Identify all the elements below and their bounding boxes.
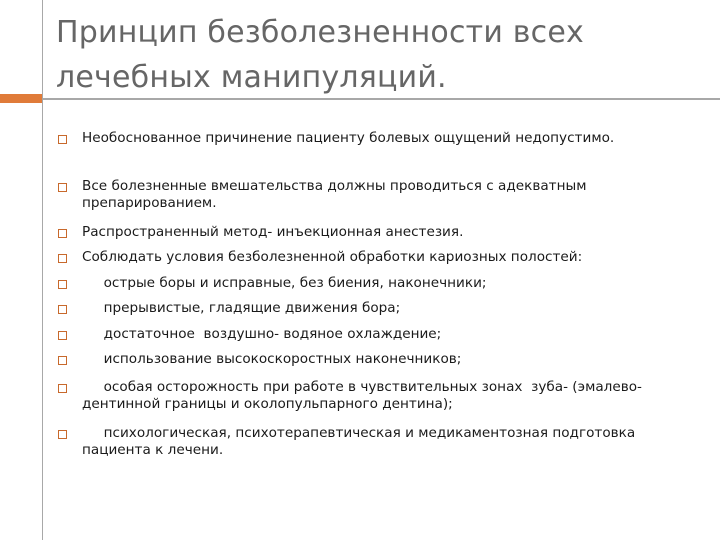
- bullet-text: острые боры и исправные, без биения, наконечники;: [82, 275, 487, 291]
- bullet-text: психологическая, психотерапевтическая и медикаментозная подготовка пациента к лечени.: [82, 425, 640, 458]
- bullet-text: Соблюдать условия безболезненной обработки кариозных полостей:: [82, 249, 583, 265]
- square-bullet-icon: [58, 135, 67, 144]
- square-bullet-icon: [58, 183, 67, 192]
- square-bullet-icon: [58, 430, 67, 439]
- bullet-text: достаточное воздушно- водяное охлаждение;: [82, 326, 442, 342]
- bullet-text: Необоснованное причинение пациенту болевых ощущений недопустимо.: [82, 130, 615, 146]
- bullet-text: прерывистые, гладящие движения бора;: [82, 300, 401, 316]
- vertical-rule: [42, 0, 43, 540]
- bullet-text: использование высокоскоростных наконечников;: [82, 351, 462, 367]
- title-accent-bar: [0, 94, 42, 103]
- square-bullet-icon: [58, 384, 67, 393]
- square-bullet-icon: [58, 254, 67, 263]
- slide-title: Принцип безболезненности всех лечебных манипуляций.: [56, 15, 584, 95]
- title-underline: [42, 98, 720, 100]
- square-bullet-icon: [58, 331, 67, 340]
- square-bullet-icon: [58, 305, 67, 314]
- square-bullet-icon: [58, 229, 67, 238]
- bullet-text: Распространенный метод- инъекционная анестезия.: [82, 224, 464, 240]
- square-bullet-icon: [58, 280, 67, 289]
- square-bullet-icon: [58, 356, 67, 365]
- bullet-text: особая осторожность при работе в чувствительных зонах зуба- (эмалево- дентинной границы и околопульпарного дентина);: [82, 379, 647, 412]
- bullet-text: Все болезненные вмешательства должны проводиться с адекватным препарированием.: [82, 178, 591, 211]
